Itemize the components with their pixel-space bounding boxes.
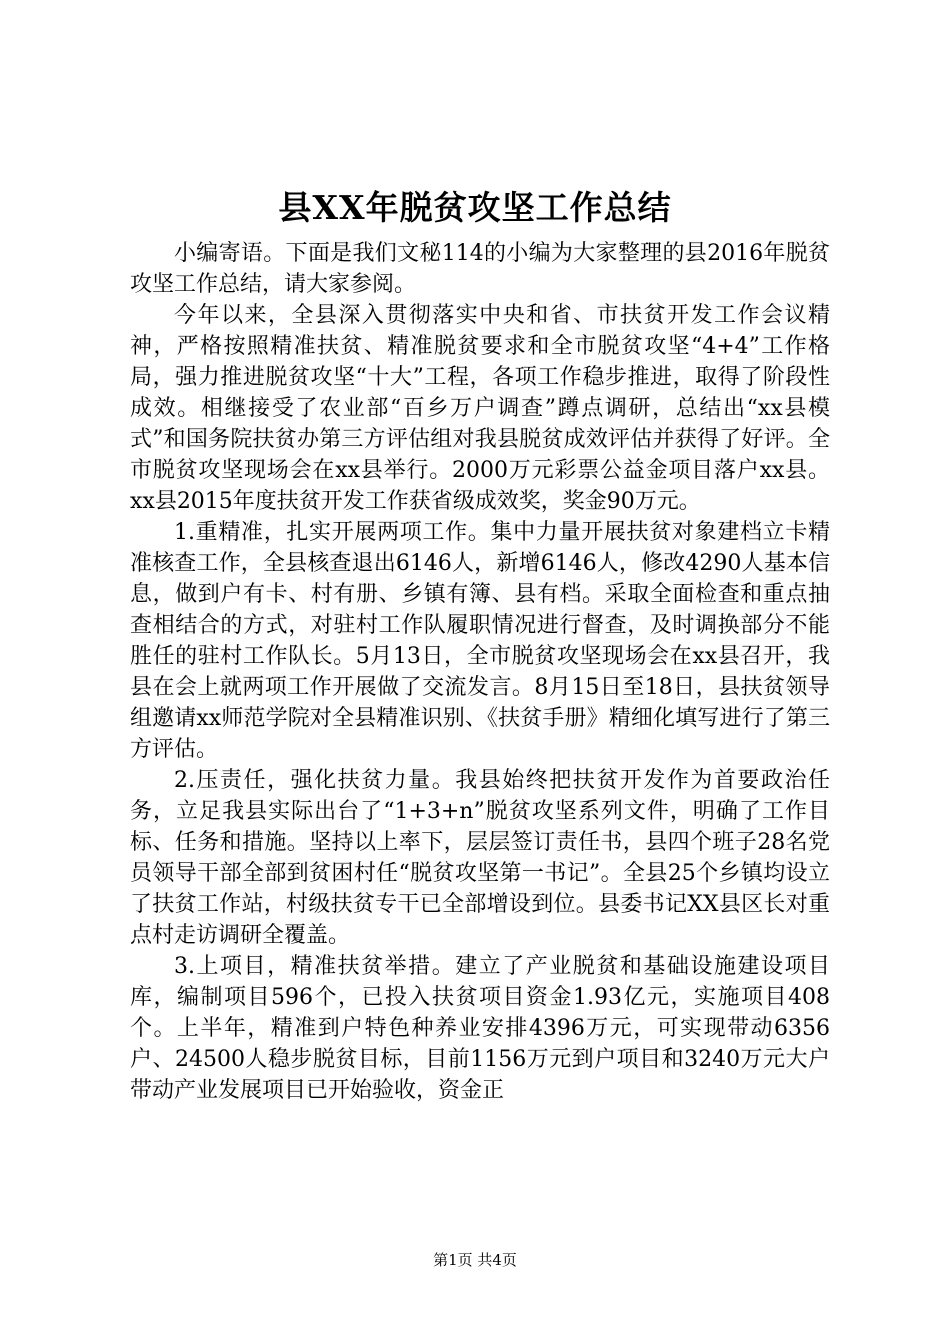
paragraph-section-1: 1.重精准，扎实开展两项工作。集中力量开展扶贫对象建档立卡精准核查工作，全县核查退出6146人，新增6146人，修改4290人基本信息，做到户有卡、村有册、乡镇有簿、县有档。采取全面检查和重点抽查相结合的方式，对驻村工作队履职情况进行督查，及时调换部分不能胜任的驻村工作队长。5月13日，全市脱贫攻坚现场会在xx县召开，我县在会上就两项工作开展做了交流发言。8月15日至18日，县扶贫领导组邀请xx师范学院对全县精准识别、《扶贫手册》精细化填写进行了第三方评估。 <box>130 520 830 762</box>
page-number-footer: 第1页 共4页 <box>433 1251 517 1269</box>
paragraph-section-2: 2.压责任，强化扶贫力量。我县始终把扶贫开发作为首要政治任务，立足我县实际出台了“1+3+n”脱贫攻坚系列文件，明确了工作目标、任务和措施。坚持以上率下，层层签订责任书，县四个班子28名党员领导干部全部到贫困村任“脱贫攻坚第一书记”。全县25个乡镇均设立了扶贫工作站，村级扶贫专干已全部增设到位。县委书记XX县区长对重点村走访调研全覆盖。 <box>130 768 830 948</box>
paragraph-overview: 今年以来，全县深入贯彻落实中央和省、市扶贫开发工作会议精神，严格按照精准扶贫、精准脱贫要求和全市脱贫攻坚“4+4”工作格局，强力推进脱贫攻坚“十大”工程，各项工作稳步推进，取得了阶段性成效。相继接受了农业部“百乡万户调查”蹲点调研，总结出“xx县模式”和国务院扶贫办第三方评估组对我县脱贫成效评估并获得了好评。全市脱贫攻坚现场会在xx县举行。2000万元彩票公益金项目落户xx县。xx县2015年度扶贫开发工作获省级成效奖，奖金90万元。 <box>130 303 830 514</box>
document-title: 县XX年脱贫攻坚工作总结 <box>278 188 672 227</box>
paragraph-intro: 小编寄语。下面是我们文秘114的小编为大家整理的县2016年脱贫攻坚工作总结，请大家参阅。 <box>130 241 830 297</box>
document-body <box>130 238 830 1106</box>
paragraph-section-3: 3.上项目，精准扶贫举措。建立了产业脱贫和基础设施建设项目库，编制项目596个，已投入扶贫项目资金1.93亿元，实施项目408个。上半年，精准到户特色种养业安排4396万元，可实现带动6356户、24500人稳步脱贫目标，目前1156万元到户项目和3240万元大户带动产业发展项目已开始验收，资金正 <box>130 954 830 1103</box>
